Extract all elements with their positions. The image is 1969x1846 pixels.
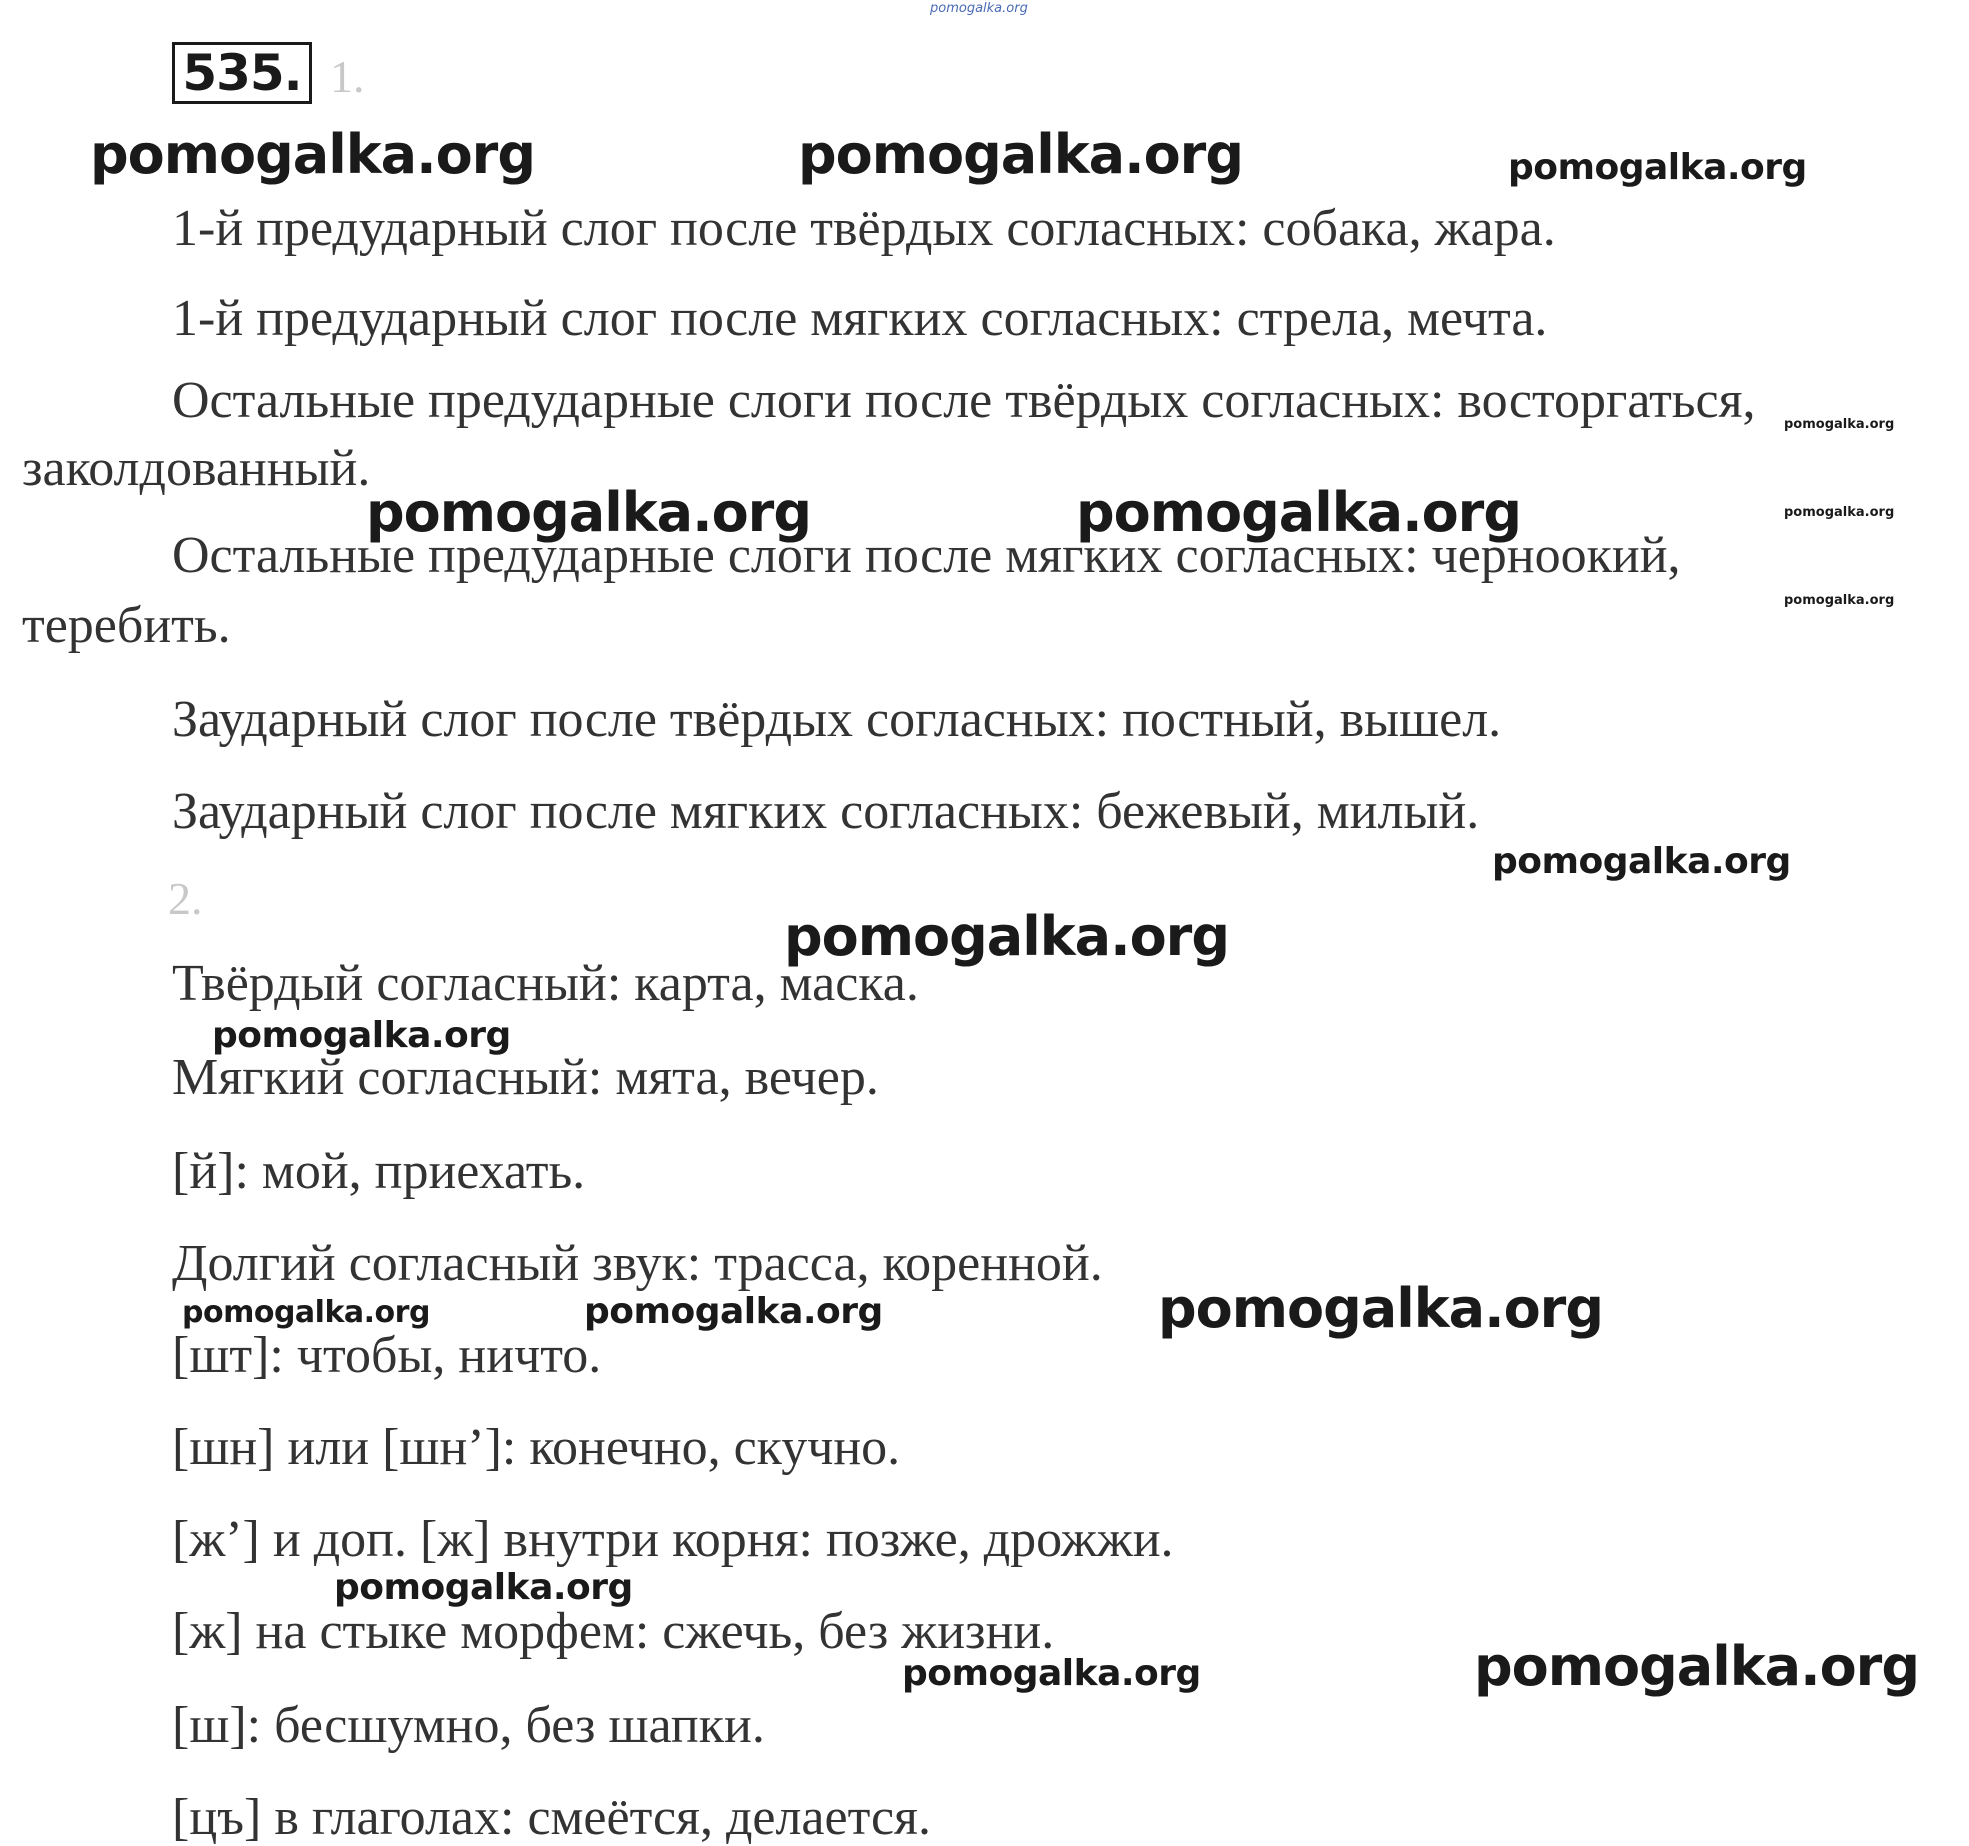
text-line: 1-й предударный слог после мягких согласных: стрела, мечта. xyxy=(172,290,1548,347)
exercise-number: 535. xyxy=(172,42,312,104)
text-line: [шн] или [шн’]: конечно, скучно. xyxy=(172,1419,901,1476)
text-line: Заударный слог после мягких согласных: бежевый, милый. xyxy=(172,783,1480,840)
watermark: pomogalka.org xyxy=(1076,481,1521,544)
watermark: pomogalka.org xyxy=(212,1015,511,1056)
watermark: pomogalka.org xyxy=(784,905,1229,968)
text-line: теребить. xyxy=(22,597,231,654)
watermark: pomogalka.org xyxy=(1784,593,1895,608)
watermark: pomogalka.org xyxy=(1784,417,1895,432)
watermark: pomogalka.org xyxy=(182,1295,430,1330)
watermark: pomogalka.org xyxy=(1784,505,1895,520)
text-line: [ж’] и доп. [ж] внутри корня: позже, дрожжи. xyxy=(172,1511,1174,1568)
watermark: pomogalka.org xyxy=(1508,147,1807,188)
watermark: pomogalka.org xyxy=(1474,1635,1919,1698)
watermark: pomogalka.org xyxy=(798,123,1243,186)
text-line: Остальные предударные слоги после мягких согласных: черноокий, xyxy=(172,527,1681,584)
watermark: pomogalka.org xyxy=(902,1653,1201,1694)
text-line: Заударный слог после твёрдых согласных: постный, вышел. xyxy=(172,691,1502,748)
watermark: pomogalka.org xyxy=(584,1291,883,1332)
text-line: [й]: мой, приехать. xyxy=(172,1143,586,1200)
text-line: [шт]: чтобы, ничто. xyxy=(172,1327,602,1384)
text-line: [ж] на стыке морфем: сжечь, без жизни. xyxy=(172,1603,1055,1660)
text-line: Долгий согласный звук: трасса, коренной. xyxy=(172,1235,1103,1292)
watermark: pomogalka.org xyxy=(366,481,811,544)
watermark: pomogalka.org xyxy=(1158,1277,1603,1340)
watermark: pomogalka.org xyxy=(1492,841,1791,882)
text-line: 1-й предударный слог после твёрдых согласных: собака, жара. xyxy=(172,200,1556,257)
text-line: заколдованный. xyxy=(22,440,371,497)
watermark: pomogalka.org xyxy=(334,1567,633,1608)
watermark-top: pomogalka.org xyxy=(930,1,1028,16)
text-line: Твёрдый согласный: карта, маска. xyxy=(172,955,919,1012)
text-line: [цъ] в глаголах: смеётся, делается. xyxy=(172,1789,931,1846)
text-line: Мягкий согласный: мята, вечер. xyxy=(172,1049,879,1106)
text-line: Остальные предударные слоги после твёрдых согласных: восторгаться, xyxy=(172,372,1756,429)
part2-label: 2. xyxy=(168,873,203,924)
text-line: [ш]: бесшумно, без шапки. xyxy=(172,1697,765,1754)
watermark: pomogalka.org xyxy=(90,123,535,186)
part1-label: 1. xyxy=(330,51,365,102)
